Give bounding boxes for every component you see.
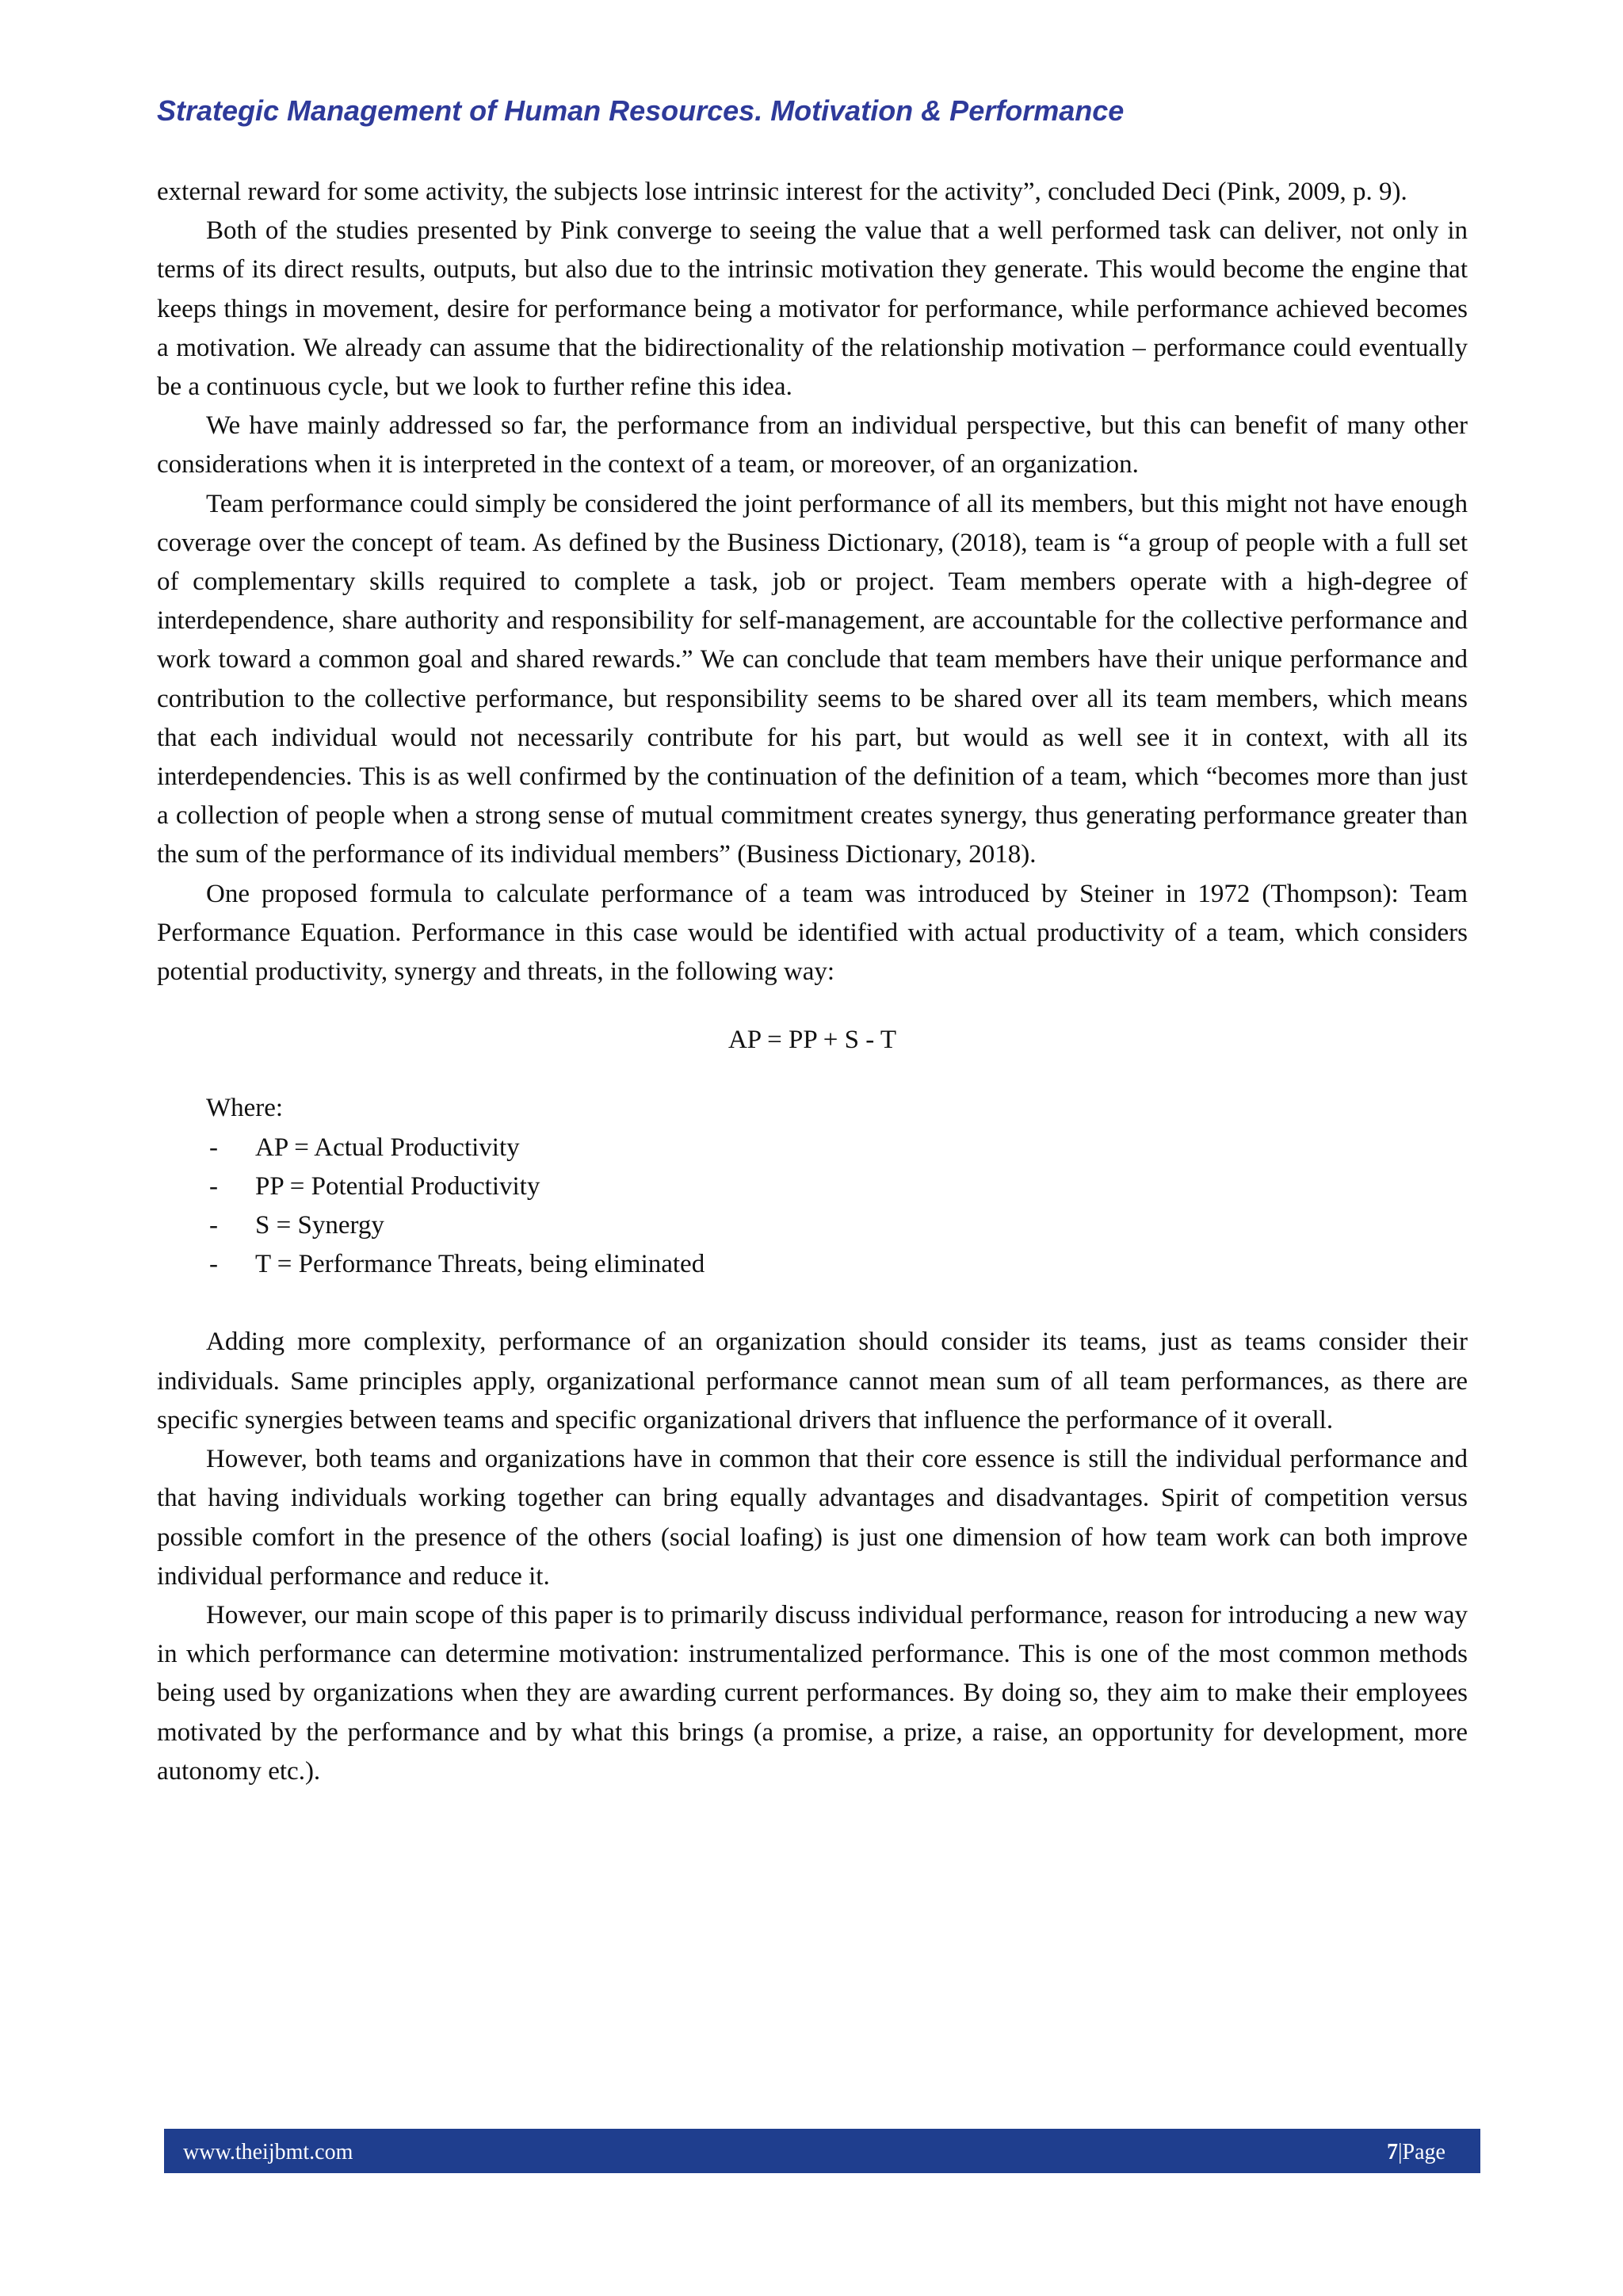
running-header: Strategic Management of Human Resources. Motivation & Performance: [157, 94, 1125, 127]
paragraph: One proposed formula to calculate performance of a team was introduced by Steiner in 1972 (Thompson): Team Performance Equation. Performance in this case would be identified with actual productivity of a team, which considers potential productivity, synergy and threats, in the following way:: [157, 879, 1468, 987]
page-number-value: 7: [1386, 2140, 1398, 2164]
list-dash: -: [209, 1211, 218, 1240]
paragraph: However, both teams and organizations have in common that their core essence is still the individual performance and that having individuals working together can bring equally advantages and disadvantages. Spirit of competition versus possible comfort in the presence of the others (social loafing) is just one dimension of how team work can both improve individual performance and reduce it.: [157, 1445, 1468, 1591]
definition-item: [157, 1245, 1468, 1284]
paragraph: Adding more complexity, performance of an organization should consider its teams, just as teams consider their individuals. Same principles apply, organizational performance cannot mean sum of all team performances, as there are specific synergies between teams and specific organizational drivers that influence the performance of it overall.: [157, 1328, 1468, 1435]
paragraph: Both of the studies presented by Pink converge to seeing the value that a well performed task can deliver, not only in terms of its direct results, outputs, but also due to the intrinsic motivation they generate. This would become the engine that keeps things in movement, desire for performance being a motivator for performance, while performance achieved becomes a motivation. We already can assume that the bidirectionality of the relationship motivation – performance could eventually be a continuous cycle, but we look to further refine this idea.: [157, 216, 1468, 402]
definition-item: [157, 1167, 1468, 1206]
footer-url-link[interactable]: www.theijbmt.com: [183, 2140, 353, 2164]
where-label: Where:: [206, 1094, 284, 1123]
definition-text: AP = Actual Productivity: [255, 1133, 520, 1162]
team-performance-formula: AP = PP + S - T: [727, 1026, 897, 1055]
definition-text: T = Performance Threats, being eliminated: [255, 1250, 705, 1279]
definition-list: [157, 1129, 1468, 1285]
paragraph: We have mainly addressed so far, the performance from an individual perspective, but this can benefit of many other considerations when it is interpreted in the context of a team, or moreover, of an organization.: [157, 411, 1468, 479]
body-text: [157, 173, 1468, 1791]
paragraph: Team performance could simply be considered the joint performance of all its members, but this might not have enough coverage over the concept of team. As defined by the Business Dictionary, (2018), team is “a group of people with a full set of complementary skills required to complete a task, job or project. Team members operate with a high-degree of interdependence, share authority and responsibility for self-management, are accountable for the collective performance and work toward a common goal and shared rewards.” We can conclude that team members have their unique performance and contribution to the collective performance, but responsibility seems to be shared over all its team members, which means that each individual would not necessarily contribute for his part, but would as well see it in context, with all its interdependencies. This is as well confirmed by the continuation of the definition of a team, which “becomes more than just a collection of people when a strong sense of mutual commitment creates synergy, thus generating performance greater than the sum of the performance of its individual members” (Business Dictionary, 2018).: [157, 489, 1468, 869]
definition-text: PP = Potential Productivity: [255, 1171, 540, 1201]
definition-item: [157, 1129, 1468, 1167]
paragraph: However, our main scope of this paper is to primarily discuss individual performance, reason for introducing a new way in which performance can determine motivation: instrumentalized performance. This is one of the most common methods being used by organizations when they are awarding current performances. By doing so, they aim to make their employees motivated by the performance and by what this brings (a promise, a prize, a raise, an opportunity for development, more autonomy etc.).: [157, 1600, 1468, 1786]
list-dash: -: [209, 1133, 218, 1162]
list-dash: -: [209, 1171, 218, 1201]
definition-text: S = Synergy: [255, 1211, 384, 1240]
definition-item: [157, 1206, 1468, 1245]
page-suffix: |Page: [1397, 2140, 1445, 2164]
paragraph: external reward for some activity, the subjects lose intrinsic interest for the activity”, concluded Deci (Pink, 2009, p. 9).: [157, 178, 1407, 206]
footer-bar: [164, 2129, 1480, 2173]
page-number: [1387, 2140, 1445, 2165]
list-dash: -: [209, 1250, 218, 1279]
